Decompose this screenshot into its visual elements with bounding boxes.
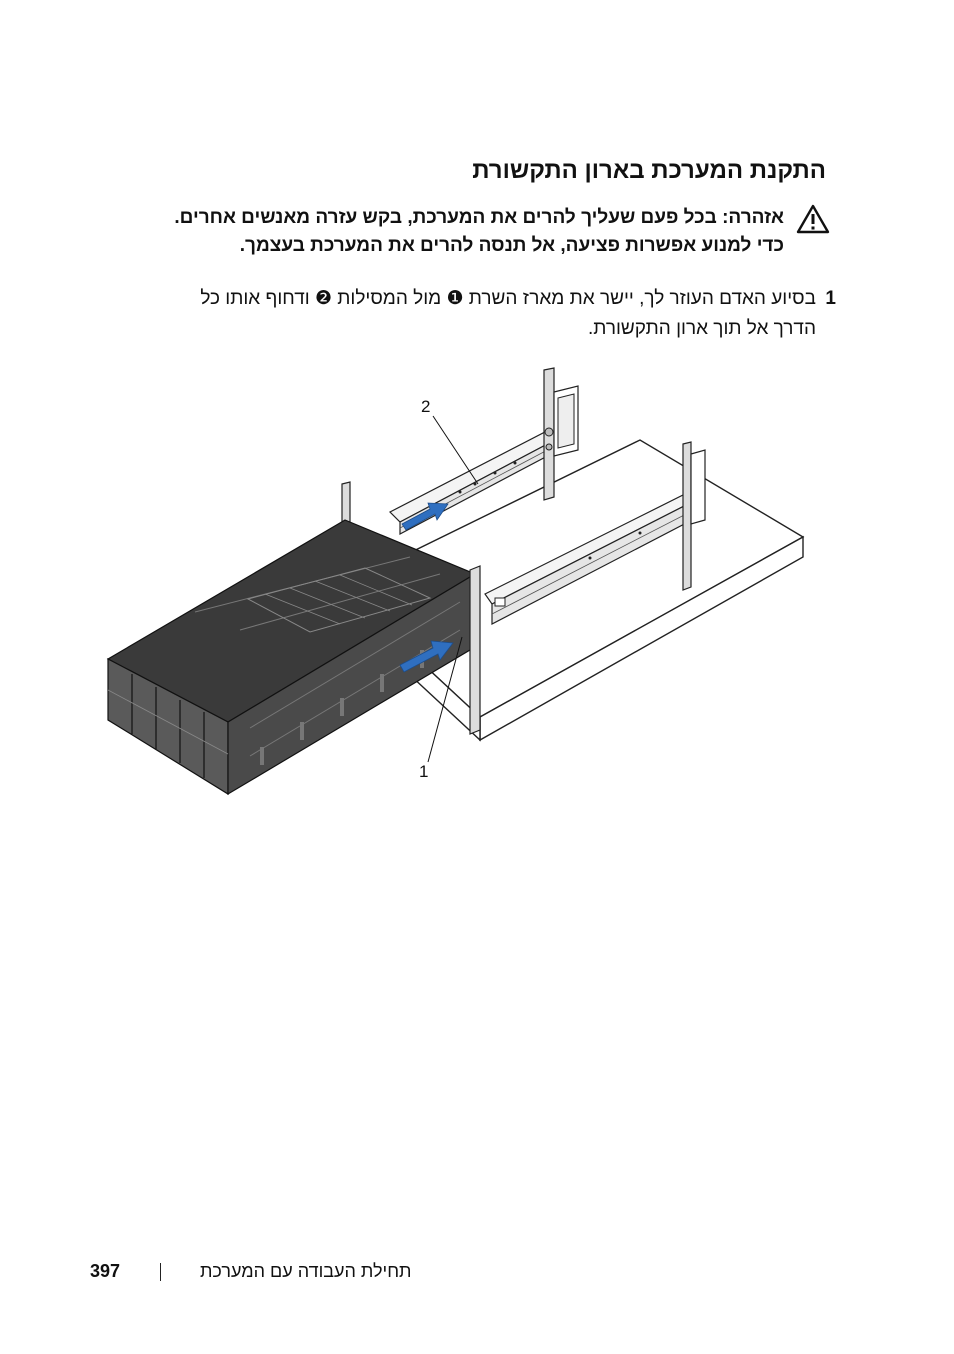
warning-line-2: כדי למנוע אפשרות פציעה, אל תנסה להרים את המערכת בעצמך. [239, 235, 784, 256]
step-line-1: בסיוע האדם העוזר לך, יישר את מארז השרת ❶ מול המסילות ❷ ודחוף אותו כל [200, 288, 816, 309]
callout-1-label: 1 [419, 762, 429, 781]
page-footer [0, 1261, 954, 1285]
section-title: התקנת המערכת בארון התקשורת [472, 157, 826, 184]
warning-notice [110, 204, 830, 260]
chapter-title: תחילת העבודה עם המערכת [200, 1261, 412, 1281]
step-line-2: הדרך אל תוך ארון התקשורת. [588, 318, 816, 339]
page-number: 397 [90, 1261, 121, 1281]
rack-install-illustration [100, 362, 810, 802]
rack-post-front-left [470, 566, 480, 734]
warning-line-1: אזהרה: בכל פעם שעליך להרים את המערכת, בקש עזרה מאנשים אחרים. [174, 207, 784, 228]
callout-2 [421, 397, 478, 484]
warning-triangle-icon [796, 204, 830, 234]
footer-divider [160, 1263, 161, 1281]
step-number: 1 [825, 288, 836, 309]
instruction-step [116, 284, 836, 344]
warning-text [110, 204, 784, 260]
callout-2-label: 2 [421, 397, 431, 416]
